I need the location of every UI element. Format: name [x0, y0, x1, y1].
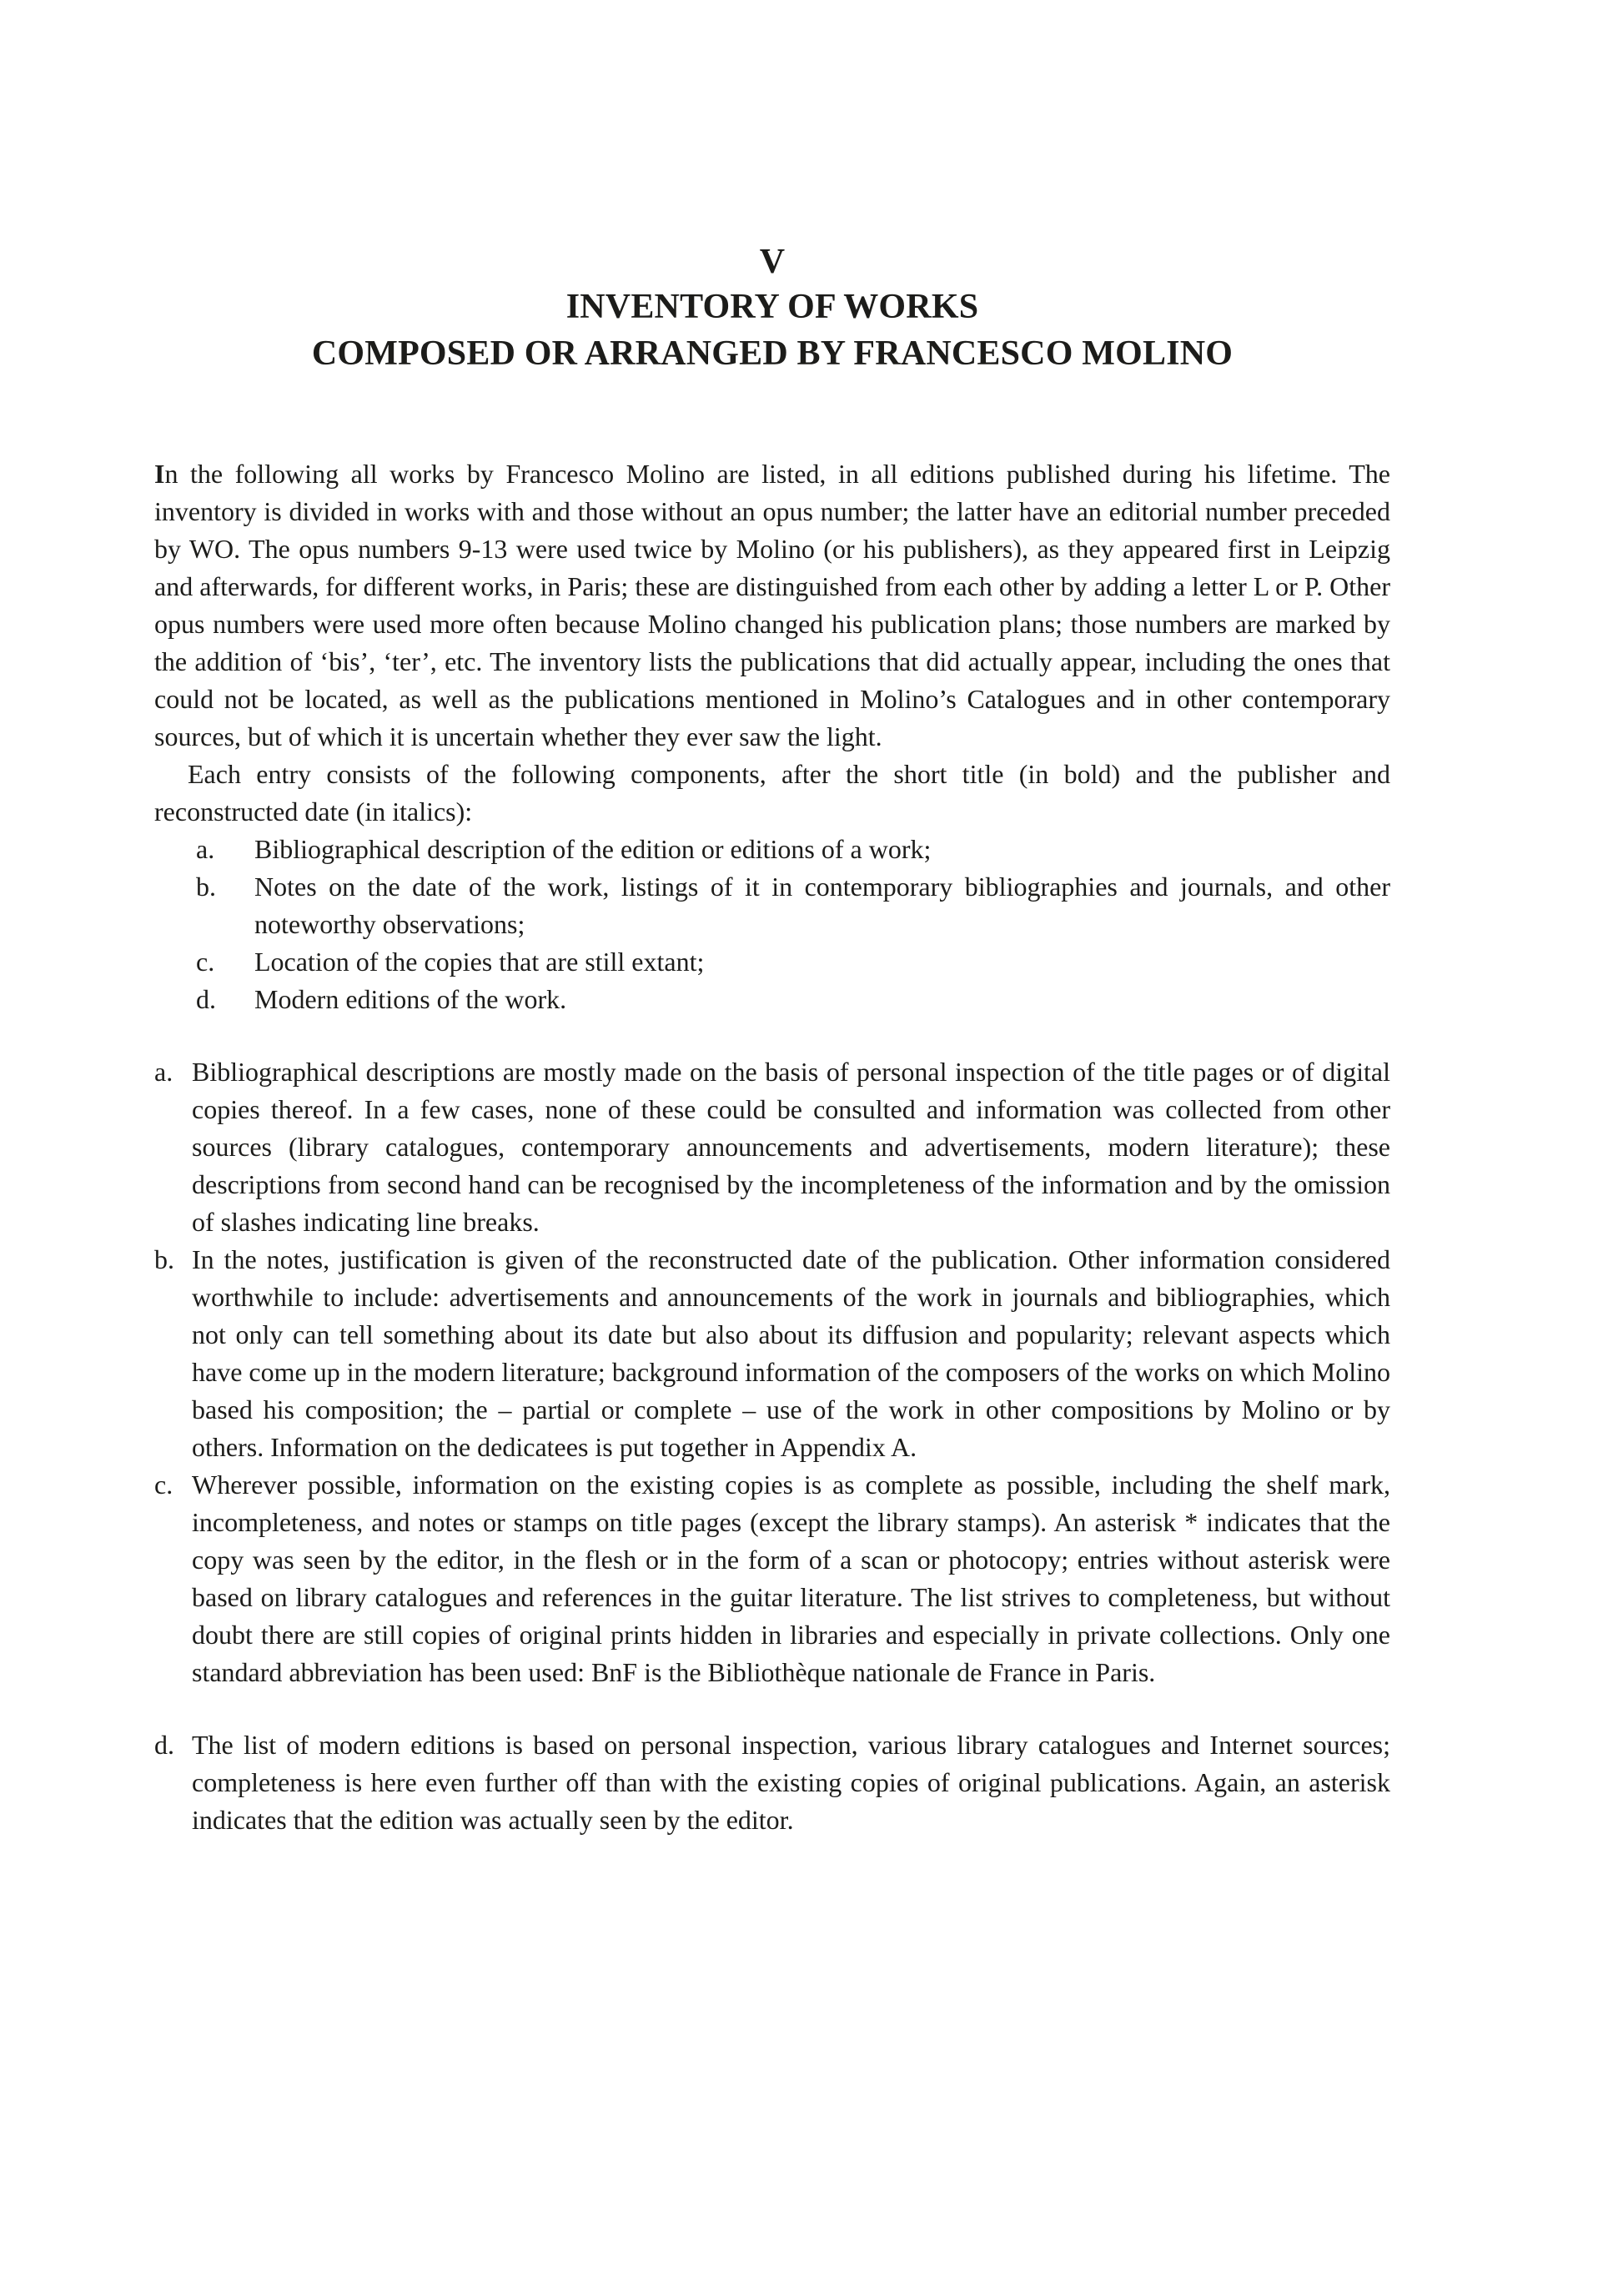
detail-text-b: In the notes, justification is given of the reconstructed date of the publication. Other information considered worthwhile to include: advertisements and announcements of the work in journals and bibliographies, which not only can tell something about its date but also about its diffusion and popularity; relevant aspects which have come up in the modern literature; background information of the composers of the works on which Molino based his composition; the – partial or complete – use of the work in other compositions by Molino or by others. Information on the dedicatees is put together in Appendix A. — [192, 1244, 1390, 1462]
component-text-c: Location of the copies that are still extant; — [254, 947, 705, 977]
detail-marker-d: d. — [154, 1730, 174, 1760]
detail-text-d: The list of modern editions is based on personal inspection, various library catalogues and Internet sources; completeness is here even further off than with the existing copies of original publications. Again, an asterisk indicates that the edition was actually seen by the editor. — [192, 1730, 1390, 1835]
detail-marker-a: a. — [154, 1057, 173, 1087]
component-text-a: Bibliographical description of the edition or editions of a work; — [254, 834, 932, 864]
detail-paragraph-b — [154, 1241, 1390, 1466]
detail-paragraph-c — [154, 1466, 1390, 1691]
chapter-number: V — [759, 243, 786, 281]
component-item-b — [154, 868, 1390, 943]
chapter-title-line2: COMPOSED OR ARRANGED BY FRANCESCO MOLINO — [311, 334, 1234, 373]
component-item-a — [154, 831, 1390, 868]
component-item-c — [154, 943, 1390, 981]
detail-text-c: Wherever possible, information on the existing copies is as complete as possible, including the shelf mark, incompleteness, and notes or stamps on title pages (except the library stamps). An asterisk * indicates that the copy was seen by the editor, in the flesh or in the form of a scan or photocopy; entries without asterisk were based on library catalogues and references in the guitar literature. The list strives to completeness, but without doubt there are still copies of original prints hidden in libraries and especially in private collections. Only one standard abbreviation has been used: BnF is the Bibliothèque nationale de France in Paris. — [192, 1470, 1390, 1687]
detail-paragraph-a — [154, 1053, 1390, 1241]
chapter-title-line1: INVENTORY OF WORKS — [565, 288, 979, 326]
detail-paragraph-d — [154, 1726, 1390, 1839]
chapter-heading — [154, 240, 1390, 377]
component-text-b: Notes on the date of the work, listings of it in contemporary bibliographies and journals, and other noteworthy observations; — [254, 872, 1390, 939]
component-item-d — [154, 981, 1390, 1018]
detail-marker-b: b. — [154, 1244, 174, 1274]
detail-marker-c: c. — [154, 1470, 173, 1500]
entry-components-intro: Each entry consists of the following components, after the short title (in bold) and the publisher and reconstructed date (in italics): — [154, 759, 1390, 826]
intro-paragraph — [154, 455, 1390, 756]
component-marker-b: b. — [196, 872, 216, 902]
intro-paragraph-text: n the following all works by Francesco Molino are listed, in all editions published during his lifetime. The inventory is divided in works with and those without an opus number; the latter have an editorial number preceded by WO. The opus numbers 9-13 were used twice by Molino (or his publishers), as they appeared first in Leipzig and afterwards, for different works, in Paris; these are distinguished from each other by adding a letter L or P. Other opus numbers were used more often because Molino changed his publication plans; those numbers are marked by the addition of ‘bis’, ‘ter’, etc. The inventory lists the publications that did actually appear, including the ones that could not be located, as well as the publications mentioned in Molino’s Catalogues and in other contemporary sources, but of which it is uncertain whether they ever saw the light. — [154, 459, 1390, 751]
component-text-d: Modern editions of the work. — [254, 984, 567, 1014]
entry-components-list — [154, 831, 1390, 1018]
component-marker-c: c. — [196, 947, 215, 977]
body-text — [154, 455, 1390, 1839]
component-marker-d: d. — [196, 984, 216, 1014]
detail-paragraphs — [154, 1053, 1390, 1839]
detail-text-a: Bibliographical descriptions are mostly made on the basis of personal inspection of the title pages or of digital copies thereof. In a few cases, none of these could be consulted and information was collected from other sources (library catalogues, contemporary announcements and advertisements, modern literature); these descriptions from second hand can be recognised by the incompleteness of the information and by the omission of slashes indicating line breaks. — [192, 1057, 1390, 1237]
component-marker-a: a. — [196, 834, 215, 864]
intro-lead-letter: I — [154, 459, 165, 489]
